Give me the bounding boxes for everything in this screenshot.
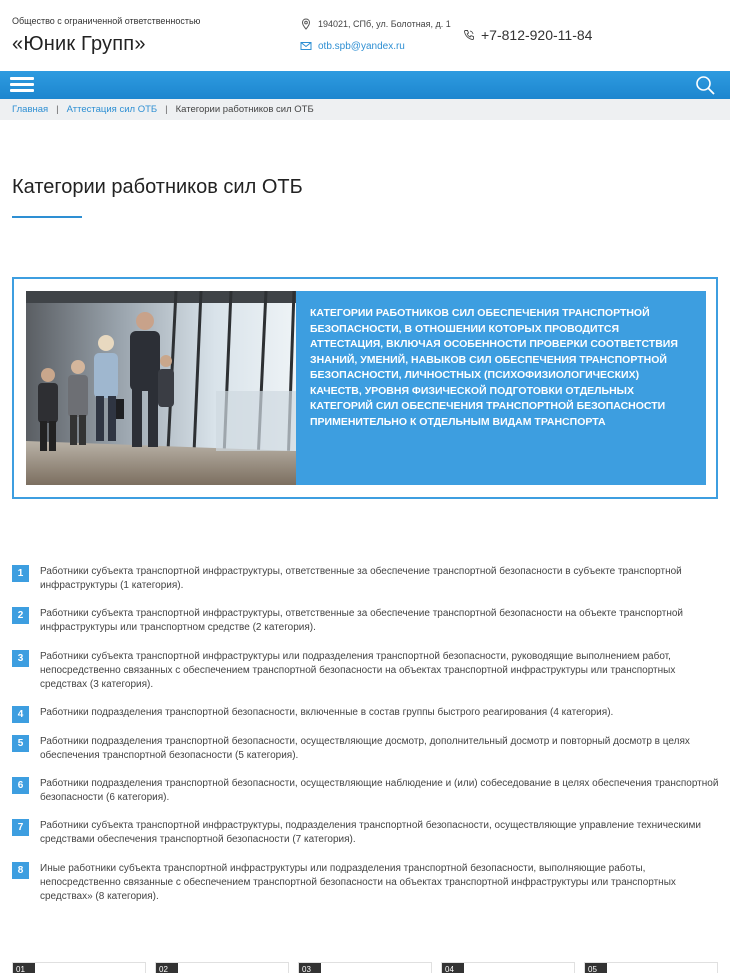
breadcrumb-separator: | bbox=[56, 104, 59, 115]
feature-text: КАТЕГОРИИ РАБОТНИКОВ СИЛ ОБЕСПЕЧЕНИЯ ТРАНСПОРТНОЙ БЕЗОПАСНОСТИ, В ОТНОШЕНИИ КОТОРЫХ ПРОВОДИТСЯ АТТЕСТАЦИЯ, ВКЛЮЧАЯ ОСОБЕННОСТИ ПРОВЕРКИ СООТВЕТСТВИЯ ЗНАНИЙ, УМЕНИЙ, НАВЫКОВ СИЛ ОБЕСПЕЧЕНИЯ ТРАНСПОРТНОЙ БЕЗОПАСНОСТИ, ЛИЧНОСТНЫХ (ПСИХОФИЗИОЛОГИЧЕСКИХ) КАЧЕСТВ, УРОВНЯ ФИЗИЧЕСКОЙ ПОДГОТОВКИ ОТДЕЛЬНЫХ КАТЕГОРИЙ СИЛ ОБЕСПЕЧЕНИЯ ТРАНСПОРТНОЙ БЕЗОПАСНОСТИ ПРИМЕНИТЕЛЬНО К ОТДЕЛЬНЫМ ВИДАМ ТРАНСПОРТА bbox=[296, 291, 706, 485]
list-item bbox=[12, 777, 720, 805]
title-underline bbox=[12, 216, 82, 218]
list-item bbox=[12, 650, 720, 692]
phone-number[interactable]: +7-812-920-11-84 bbox=[481, 27, 593, 43]
card-number: 01 bbox=[13, 963, 35, 973]
breadcrumb-home-link[interactable]: Главная bbox=[12, 104, 49, 115]
item-text: Иные работники субъекта транспортной инфраструктуры или подразделения транспортной безопасности, выполняющие работы, непосредственно связанные с обеспечением транспортной безопасности на объектах транспортной инфраструктуры или транспортных средствах» (8 категория). bbox=[40, 863, 676, 902]
item-text: Работники подразделения транспортной безопасности, осуществляющие наблюдение и (или) собеседование в целях обеспечения транспортной безопасности (6 категория). bbox=[40, 778, 719, 803]
email-block[interactable] bbox=[300, 40, 405, 52]
item-number-badge: 8 bbox=[12, 862, 29, 879]
breadcrumb-section-link[interactable]: Аттестация сил ОТБ bbox=[66, 104, 158, 115]
card-number: 04 bbox=[442, 963, 464, 973]
breadcrumb-separator: | bbox=[165, 104, 168, 115]
list-item bbox=[12, 735, 720, 763]
item-number-badge: 7 bbox=[12, 819, 29, 836]
location-pin-icon bbox=[300, 18, 312, 30]
list-item bbox=[12, 862, 720, 904]
item-text: Работники субъекта транспортной инфраструктуры, подразделения транспортной безопасности, осуществляющие управление техническими средствами обеспечения транспортной безопасности (7 категория). bbox=[40, 820, 701, 845]
company-subtitle: Общество с ограниченной ответственностью bbox=[12, 16, 201, 26]
item-number-badge: 3 bbox=[12, 650, 29, 667]
card-number: 05 bbox=[585, 963, 607, 973]
card-number: 02 bbox=[156, 963, 178, 973]
company-name-logo[interactable]: «Юник Групп» bbox=[12, 33, 146, 55]
item-text: Работники подразделения транспортной безопасности, включенные в состав группы быстрого реагирования (4 категория). bbox=[40, 707, 614, 718]
list-item bbox=[12, 819, 720, 847]
item-text: Работники субъекта транспортной инфраструктуры или подразделения транспортной безопасности, руководящие выполнением работ, непосредственно связанных с обеспечением транспортной безопасности на объектах транспортной инфраструктуры или транспортных средствах (3 категория). bbox=[40, 651, 676, 690]
list-item bbox=[12, 565, 720, 593]
main-navbar bbox=[0, 71, 730, 99]
office-people-photo bbox=[26, 291, 296, 485]
item-number-badge: 1 bbox=[12, 565, 29, 582]
item-number-badge: 5 bbox=[12, 735, 29, 752]
breadcrumb-current: Категории работников сил ОТБ bbox=[175, 104, 314, 115]
list-item bbox=[12, 706, 720, 723]
email-link[interactable]: otb.spb@yandex.ru bbox=[318, 40, 405, 52]
feature-banner bbox=[12, 277, 718, 499]
list-item bbox=[12, 607, 720, 635]
item-text: Работники субъекта транспортной инфраструктуры, ответственные за обеспечение транспортной безопасности в субъекте транспортной инфраструктуры (1 категория). bbox=[40, 566, 682, 591]
card-number: 03 bbox=[299, 963, 321, 973]
card[interactable] bbox=[298, 962, 432, 973]
phone-icon bbox=[463, 29, 475, 41]
card[interactable] bbox=[155, 962, 289, 973]
address-text: 194021, СПб, ул. Болотная, д. 1 bbox=[318, 19, 451, 29]
phone-block[interactable] bbox=[463, 27, 592, 43]
bottom-cards bbox=[12, 962, 718, 973]
address-block bbox=[300, 18, 451, 30]
breadcrumb bbox=[0, 99, 730, 120]
item-number-badge: 4 bbox=[12, 706, 29, 723]
item-text: Работники подразделения транспортной безопасности, осуществляющие досмотр, дополнительный досмотр и повторный досмотр в целях обеспечения транспортной безопасности (5 категория). bbox=[40, 736, 690, 761]
card[interactable] bbox=[12, 962, 146, 973]
item-text: Работники субъекта транспортной инфраструктуры, ответственные за обеспечение транспортной безопасности на объекте транспортной инфраструктуры или транспортном средстве (2 категория). bbox=[40, 608, 683, 633]
card[interactable] bbox=[441, 962, 575, 973]
search-icon[interactable] bbox=[694, 74, 716, 96]
item-number-badge: 2 bbox=[12, 607, 29, 624]
page-title: Категории работников сил ОТБ bbox=[12, 176, 303, 198]
hamburger-menu-icon[interactable] bbox=[10, 74, 34, 96]
site-header bbox=[0, 0, 730, 71]
item-number-badge: 6 bbox=[12, 777, 29, 794]
card[interactable] bbox=[584, 962, 718, 973]
envelope-icon bbox=[300, 40, 312, 52]
